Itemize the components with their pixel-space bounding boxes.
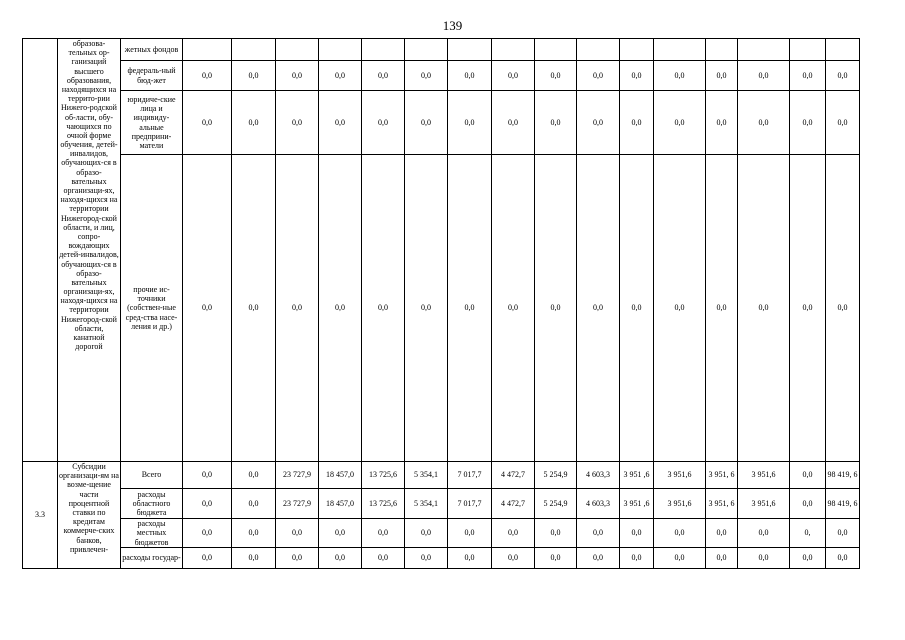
row-number-cell — [23, 39, 58, 462]
value-cell: 0,0 — [826, 91, 860, 155]
value-cell: 0,0 — [319, 519, 362, 548]
value-cell: 0,0 — [183, 548, 232, 569]
value-cell: 0,0 — [183, 462, 232, 489]
value-cell: 0,0 — [738, 548, 790, 569]
value-cell: 0,0 — [577, 155, 620, 462]
value-cell: 0,0 — [535, 91, 577, 155]
value-cell — [706, 39, 738, 61]
value-cell: 3 951, 6 — [706, 489, 738, 519]
value-cell — [448, 39, 492, 61]
value-cell: 0,0 — [790, 155, 826, 462]
value-cell: 98 419, 6 — [826, 489, 860, 519]
value-cell: 0,0 — [706, 519, 738, 548]
value-cell: 0,0 — [362, 548, 405, 569]
value-cell: 0,0 — [790, 548, 826, 569]
value-cell: 0,0 — [319, 548, 362, 569]
value-cell: 0,0 — [448, 61, 492, 91]
value-cell: 0,0 — [826, 548, 860, 569]
value-cell — [535, 39, 577, 61]
value-cell: 3 951 ,6 — [620, 462, 654, 489]
table-row — [23, 519, 860, 548]
value-cell — [654, 39, 706, 61]
value-cell: 0,0 — [790, 91, 826, 155]
funding-source-cell: расходы государ- — [121, 548, 183, 569]
table-row — [23, 91, 860, 155]
table-row — [23, 61, 860, 91]
value-cell: 0,0 — [790, 61, 826, 91]
activity-name-cell: образова-тельных ор-ганизаций высшего образования, находящихся на террито-рии Нижего-родской об-ласти, обу-чающихся по очной форме обучения, детей-инвалидов, обучающих-ся в образо-вательных организаци-ях, находя-щихся на территории Нижегород-ской области, и лиц, сопро-вождающих детей-инвалидов, обучающих-ся в образо-вательных организаци-ях, находя-щихся на территории Нижегород-ской области, канатной дорогой — [58, 39, 121, 462]
table-row — [23, 489, 860, 519]
value-cell: 98 419, 6 — [826, 462, 860, 489]
value-cell: 0,0 — [276, 91, 319, 155]
value-cell — [738, 39, 790, 61]
table-row — [23, 39, 860, 61]
value-cell: 0,0 — [448, 519, 492, 548]
funding-source-cell: расходы областного бюджета — [121, 489, 183, 519]
value-cell: 0,0 — [232, 519, 276, 548]
value-cell: 0,0 — [276, 519, 319, 548]
value-cell: 0,0 — [492, 91, 535, 155]
row-number-cell: 3.3 — [23, 462, 58, 569]
value-cell: 0,0 — [577, 519, 620, 548]
value-cell: 0,0 — [405, 155, 448, 462]
value-cell: 0,0 — [738, 519, 790, 548]
value-cell — [183, 39, 232, 61]
value-cell: 0,0 — [620, 548, 654, 569]
value-cell: 7 017,7 — [448, 462, 492, 489]
value-cell: 0,0 — [654, 519, 706, 548]
value-cell: 4 472,7 — [492, 489, 535, 519]
funding-source-cell: прочие ис-точники (собствен-ные сред-ства насе-ления и др.) — [121, 155, 183, 462]
value-cell: 0,0 — [276, 61, 319, 91]
value-cell: 3 951 ,6 — [620, 489, 654, 519]
value-cell: 3 951, 6 — [706, 462, 738, 489]
value-cell: 4 472,7 — [492, 462, 535, 489]
value-cell: 0,0 — [706, 155, 738, 462]
value-cell: 0,0 — [826, 61, 860, 91]
value-cell: 0,0 — [232, 489, 276, 519]
value-cell — [492, 39, 535, 61]
value-cell: 0,0 — [535, 61, 577, 91]
value-cell: 0,0 — [405, 548, 448, 569]
funding-source-cell: расходы местных бюджетов — [121, 519, 183, 548]
page-number: 139 — [442, 18, 463, 33]
value-cell: 0,0 — [620, 91, 654, 155]
value-cell: 0,0 — [232, 155, 276, 462]
value-cell: 0,0 — [654, 91, 706, 155]
value-cell: 0,0 — [448, 91, 492, 155]
value-cell: 0,0 — [405, 519, 448, 548]
value-cell — [319, 39, 362, 61]
table-row — [23, 548, 860, 569]
value-cell: 5 354,1 — [405, 489, 448, 519]
value-cell: 0,0 — [535, 519, 577, 548]
value-cell — [276, 39, 319, 61]
value-cell: 0,0 — [738, 61, 790, 91]
value-cell: 0,0 — [577, 91, 620, 155]
table-row — [23, 462, 860, 489]
value-cell: 3 951,6 — [654, 462, 706, 489]
value-cell: 0,0 — [448, 548, 492, 569]
value-cell: 7 017,7 — [448, 489, 492, 519]
value-cell: 0,0 — [706, 91, 738, 155]
value-cell: 13 725,6 — [362, 462, 405, 489]
value-cell: 0,0 — [654, 61, 706, 91]
value-cell — [620, 39, 654, 61]
value-cell: 0,0 — [790, 462, 826, 489]
value-cell — [790, 39, 826, 61]
value-cell: 0,0 — [706, 548, 738, 569]
value-cell: 0,0 — [183, 155, 232, 462]
value-cell: 0, — [790, 519, 826, 548]
activity-name-cell: Субсидии организаци-ям на возме-щение части процентной ставки по кредитам коммерче-ских банков, привлечен- — [58, 462, 121, 569]
value-cell: 0,0 — [790, 489, 826, 519]
value-cell: 0,0 — [826, 519, 860, 548]
value-cell: 18 457,0 — [319, 489, 362, 519]
value-cell: 0,0 — [362, 61, 405, 91]
value-cell: 0,0 — [492, 519, 535, 548]
value-cell: 0,0 — [654, 548, 706, 569]
value-cell — [577, 39, 620, 61]
funding-source-cell: Всего — [121, 462, 183, 489]
value-cell: 0,0 — [492, 548, 535, 569]
value-cell: 5 254,9 — [535, 462, 577, 489]
funding-source-cell: жетных фондов — [121, 39, 183, 61]
funding-source-cell: юридиче-ские лица и индивиду-альные предприни-матели — [121, 91, 183, 155]
value-cell: 0,0 — [577, 548, 620, 569]
value-cell: 0,0 — [620, 519, 654, 548]
value-cell: 0,0 — [535, 155, 577, 462]
value-cell: 0,0 — [362, 519, 405, 548]
value-cell: 0,0 — [492, 155, 535, 462]
value-cell: 5 254,9 — [535, 489, 577, 519]
value-cell: 0,0 — [738, 91, 790, 155]
value-cell: 0,0 — [826, 155, 860, 462]
value-cell: 0,0 — [232, 61, 276, 91]
value-cell: 0,0 — [276, 548, 319, 569]
value-cell: 0,0 — [183, 61, 232, 91]
value-cell: 0,0 — [706, 61, 738, 91]
value-cell: 0,0 — [492, 61, 535, 91]
value-cell: 18 457,0 — [319, 462, 362, 489]
value-cell: 0,0 — [183, 91, 232, 155]
value-cell: 3 951,6 — [654, 489, 706, 519]
value-cell: 0,0 — [405, 91, 448, 155]
value-cell: 0,0 — [738, 155, 790, 462]
value-cell: 0,0 — [405, 61, 448, 91]
value-cell: 4 603,3 — [577, 462, 620, 489]
value-cell: 0,0 — [319, 155, 362, 462]
value-cell: 23 727,9 — [276, 489, 319, 519]
value-cell: 3 951,6 — [738, 462, 790, 489]
funding-source-cell: федераль-ный бюд-жет — [121, 61, 183, 91]
value-cell: 0,0 — [183, 519, 232, 548]
value-cell: 0,0 — [232, 462, 276, 489]
table-row — [23, 155, 860, 462]
value-cell: 0,0 — [654, 155, 706, 462]
value-cell: 5 354,1 — [405, 462, 448, 489]
value-cell: 0,0 — [620, 61, 654, 91]
financing-table — [22, 38, 860, 569]
value-cell: 0,0 — [183, 489, 232, 519]
value-cell — [232, 39, 276, 61]
value-cell: 0,0 — [232, 91, 276, 155]
value-cell: 4 603,3 — [577, 489, 620, 519]
value-cell — [362, 39, 405, 61]
value-cell — [826, 39, 860, 61]
value-cell: 0,0 — [276, 155, 319, 462]
value-cell: 0,0 — [535, 548, 577, 569]
value-cell: 0,0 — [577, 61, 620, 91]
value-cell: 3 951,6 — [738, 489, 790, 519]
value-cell: 23 727,9 — [276, 462, 319, 489]
value-cell: 0,0 — [319, 91, 362, 155]
value-cell: 0,0 — [362, 155, 405, 462]
value-cell — [405, 39, 448, 61]
value-cell: 0,0 — [319, 61, 362, 91]
value-cell: 13 725,6 — [362, 489, 405, 519]
value-cell: 0,0 — [620, 155, 654, 462]
value-cell: 0,0 — [448, 155, 492, 462]
value-cell: 0,0 — [362, 91, 405, 155]
value-cell: 0,0 — [232, 548, 276, 569]
